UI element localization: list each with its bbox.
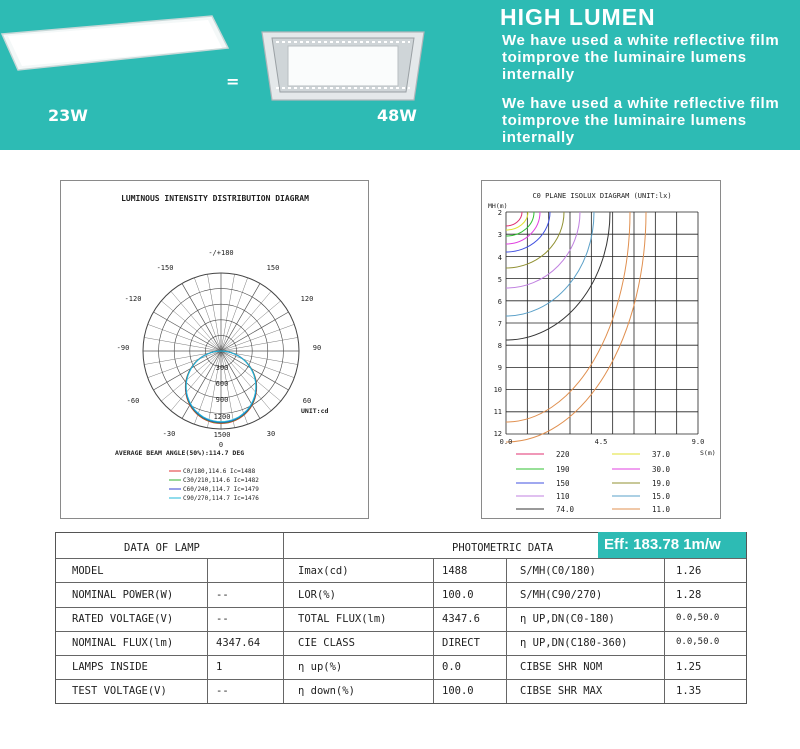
iso-legend-19: 19.0 [652,479,671,488]
polar-unit-label: UNIT:cd [301,407,329,415]
table-cell: TOTAL FLUX(lm) [298,613,387,625]
table-cell: S/MH(C0/180) [520,565,596,577]
isolux-y-ticks [494,209,502,438]
table-cell: η down(%) [298,685,355,697]
table-cell: NOMINAL POWER(W) [72,589,174,601]
iso-legend-190: 190 [556,465,570,474]
isolux-diagram [481,180,721,519]
isolux-chart-svg [482,181,722,520]
x-tick-0: 0.0 [499,438,513,446]
y-tick-11: 11 [493,408,502,416]
table-cell: 1.35 [676,685,702,697]
isolux-legend [516,450,671,514]
angle-label-60: 60 [302,397,312,405]
polar-chart-svg [61,181,370,520]
table-cell: 0.0,50.0 [676,613,720,623]
table-cell: RATED VOLTAGE(V) [72,613,174,625]
table-left-header: DATA OF LAMP [124,542,200,554]
isolux-curve [506,212,630,422]
table-cell: 4347.6 [442,613,480,625]
isolux-curve [506,212,528,230]
angle-label-30: 30 [266,430,276,438]
polar-title: LUMINOUS INTENSITY DISTRIBUTION DIAGRAM [121,194,309,203]
iso-legend-220: 220 [556,450,570,459]
table-cell: 100.0 [442,589,474,601]
table-cell: η UP,DN(C0-180) [520,613,615,625]
angle-label-90: 90 [312,344,322,352]
efficiency-badge: Eff: 183.78 1m/w [598,532,746,558]
iso-legend-30: 30.0 [652,465,671,474]
iso-legend-15: 15.0 [652,492,671,501]
y-tick-12: 12 [493,430,502,438]
isolux-curve [506,212,550,252]
table-cell: TEST VOLTAGE(V) [72,685,167,697]
iso-legend-11: 11.0 [652,505,671,514]
table-cell: 1.25 [676,661,702,673]
table-cell: NOMINAL FLUX(lm) [72,637,174,649]
luminous-intensity-diagram [60,180,369,519]
table-cell: 4347.64 [216,637,261,649]
y-tick-3: 3 [497,231,502,239]
isolux-curve [506,212,564,268]
isolux-curve [506,212,580,288]
angle-label-120: 120 [300,295,314,303]
x-tick-9: 9.0 [691,438,705,446]
y-tick-10: 10 [493,386,502,394]
table-cell: -- [216,685,229,697]
angle-label-150: 150 [266,264,280,272]
y-tick-9: 9 [497,364,502,372]
table-cell: CIE CLASS [298,637,355,649]
legend-text-c60: C60/240,114.7 Ic=1479 [183,486,259,493]
isolux-grid [506,212,698,434]
angle-label-0: 0 [218,441,224,449]
table-cell: 1.26 [676,565,702,577]
isolux-title: C0 PLANE ISOLUX DIAGRAM (UNIT:lx) [532,192,672,200]
angle-label-neg120: -120 [124,295,142,303]
radial-label-1200: 1200 [213,413,231,421]
y-tick-4: 4 [497,254,502,262]
right-power-label: 48W [377,106,417,125]
angle-label-neg60: -60 [126,397,140,405]
table-cell: DIRECT [442,637,480,649]
y-tick-8: 8 [497,342,502,350]
radial-label-600: 600 [215,380,229,388]
isolux-y-axis-label: MH(m) [488,202,508,210]
beam-angle-label: AVERAGE BEAM ANGLE(50%):114.7 DEG [115,449,245,457]
left-power-label: 23W [48,106,88,125]
table-cell: η UP,DN(C180-360) [520,637,628,649]
table-right-header: PHOTOMETRIC DATA [452,542,554,554]
legend-text-c30: C30/210,114.6 Ic=1482 [183,477,259,484]
table-cell: S/MH(C90/270) [520,589,603,601]
y-tick-6: 6 [497,298,502,306]
x-tick-4-5: 4.5 [594,438,608,446]
equals-sign: = [226,72,240,91]
banner-description-repeat: We have used a white reflective film toimprove the luminaire lumens internally [502,95,780,146]
radial-label-1500: 1500 [213,431,231,439]
table-cell: η up(%) [298,661,343,673]
iso-legend-110: 110 [556,492,570,501]
isolux-curve [506,212,540,244]
flat-panel-light-image [0,8,230,78]
angle-label-neg30: -30 [162,430,176,438]
legend-text-c90: C90/270,114.7 Ic=1476 [183,495,259,502]
table-cell: 1488 [442,565,468,577]
polar-legend [169,468,259,502]
table-cell: -- [216,589,229,601]
high-lumen-banner [0,0,800,150]
table-cell: CIBSE SHR MAX [520,685,603,697]
angle-label-180: -/+180 [208,249,234,257]
isolux-curve [506,212,534,236]
table-cell: 0.0,50.0 [676,637,720,647]
iso-legend-74: 74.0 [556,505,575,514]
radial-label-300: 300 [215,364,229,372]
table-cell: 1.28 [676,589,702,601]
banner-title: HIGH LUMEN [500,4,656,30]
table-cell: Imax(cd) [298,565,349,577]
angle-label-neg150: -150 [156,264,174,272]
iso-legend-150: 150 [556,479,570,488]
iso-legend-37: 37.0 [652,450,671,459]
table-cell: LAMPS INSIDE [72,661,148,673]
table-cell: MODEL [72,565,104,577]
isolux-x-axis-label: S(m) [700,449,716,457]
legend-text-c0: C0/180,114.6 Ic=1488 [183,468,256,475]
table-cell: -- [216,613,229,625]
isolux-curve [506,212,610,340]
y-tick-5: 5 [497,276,502,284]
isolux-curve [506,212,522,226]
table-cell: 1 [216,661,223,673]
table-cell: LOR(%) [298,589,336,601]
angle-label-neg90: -90 [116,344,130,352]
y-tick-7: 7 [497,320,502,328]
table-cell: 100.0 [442,685,474,697]
y-tick-2: 2 [497,209,502,217]
troffer-light-image [258,30,428,102]
radial-label-900: 900 [215,396,229,404]
table-cell: 0.0 [442,661,461,673]
banner-description: We have used a white reflective film toimprove the luminaire lumens internally [502,32,780,83]
table-cell: CIBSE SHR NOM [520,661,603,673]
